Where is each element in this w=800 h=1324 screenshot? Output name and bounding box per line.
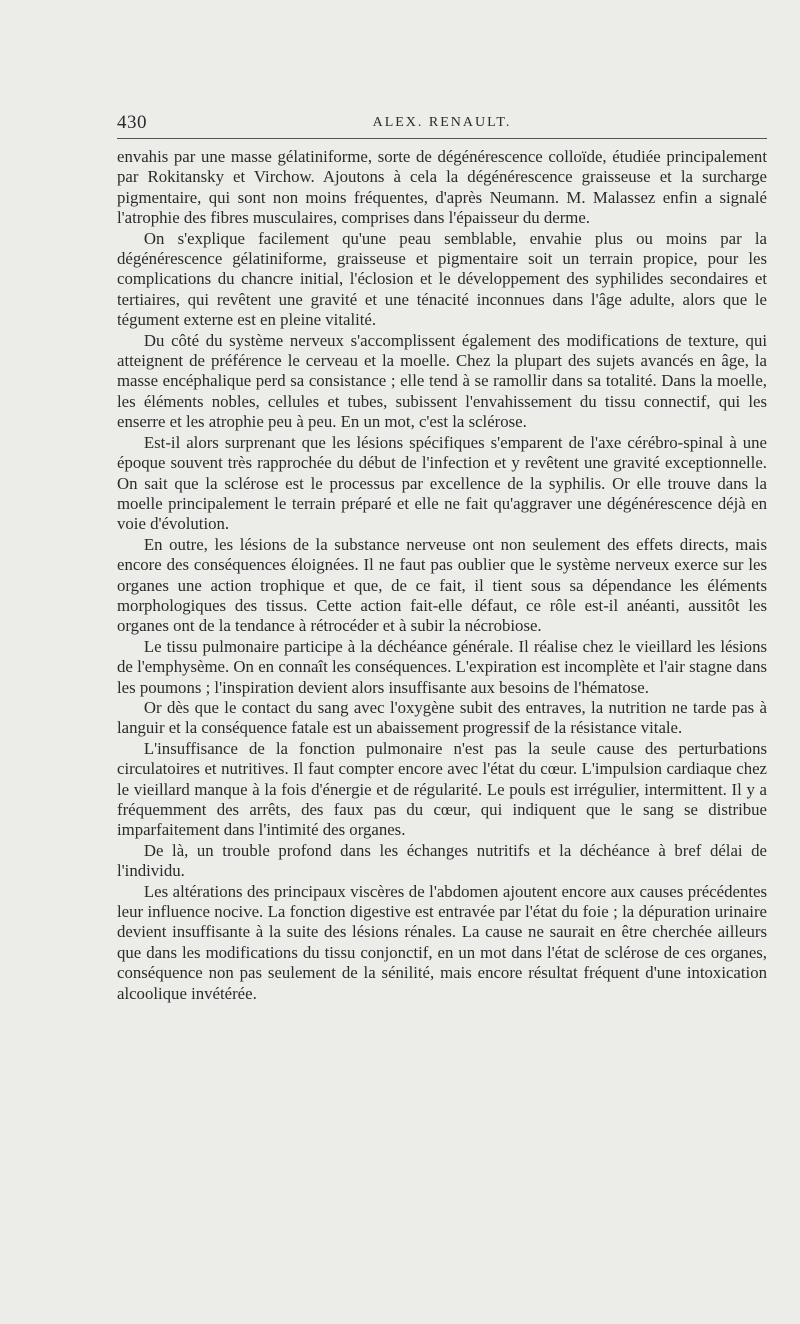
body-text xyxy=(117,147,767,1004)
paragraph-4: Est-il alors surprenant que les lésions spécifiques s'emparent de l'axe cérébro-spinal à une époque souvent très rapprochée du début de l'infection et y revêtent une gravité exceptionnelle. On sait que la sclérose est le processus par excellence de la syphilis. Or elle trouve dans la moelle principalement le terrain préparé et elle ne fait qu'aggraver une dégénérescence déjà en voie d'évolution. xyxy=(117,432,767,534)
paragraph-5: En outre, les lésions de la substance nerveuse ont non seulement des effets directs, mais encore des conséquences éloignées. Il ne faut pas oublier que le système nerveux exerce sur les organes une action trophique et que, de ce fait, il tient sous sa dépendance les éléments morphologiques des tissus. Cette action fait-elle défaut, ce rôle est-il anéanti, aussitôt les organes ont de la tendance à rétrocéder et à subir la nécrobiose. xyxy=(117,534,767,636)
paragraph-8: L'insuffisance de la fonction pulmonaire n'est pas la seule cause des perturbations circulatoires et nutritives. Il faut compter encore avec l'état du cœur. L'impulsion cardiaque chez le vieillard manque à la fois d'énergie et de régularité. Le pouls est irrégulier, intermittent. Il y a fréquemment des arrêts, des faux pas du cœur, qui indiquent que le sang se distribue imparfaitement dans l'intimité des organes. xyxy=(117,738,767,840)
paragraph-9: De là, un trouble profond dans les échanges nutritifs et la déchéance à bref délai de l'individu. xyxy=(117,840,767,881)
page-number: 430 xyxy=(117,112,147,133)
paragraph-2: On s'explique facilement qu'une peau semblable, envahie plus ou moins par la dégénérescence gélatiniforme, graisseuse et pigmentaire soit un terrain propice, pour les complications du chancre initial, l'éclosion et le développement des syphilides secondaires et tertiaires, qui revêtent une gravité et une ténacité inconnues dans l'âge adulte, alors que le tégument externe est en pleine vitalité. xyxy=(117,228,767,330)
header-rule xyxy=(117,138,767,139)
paragraph-1: envahis par une masse gélatiniforme, sorte de dégénérescence colloïde, étudiée principalement par Rokitansky et Virchow. Ajoutons à cela la dégénérescence graisseuse et la surcharge pigmentaire, qui sont non moins fréquentes, d'après Neumann. M. Malassez enfin a signalé l'atrophie des fibres musculaires, comprises dans l'épaisseur du derme. xyxy=(117,147,767,228)
paragraph-7: Or dès que le contact du sang avec l'oxygène subit des entraves, la nutrition ne tarde pas à languir et la conséquence fatale est un abaissement progressif de la résistance vitale. xyxy=(117,697,767,738)
paragraph-6: Le tissu pulmonaire participe à la déchéance générale. Il réalise chez le vieillard les lésions de l'emphysème. On en connaît les conséquences. L'expiration est incomplète et l'air stagne dans les poumons ; l'inspiration devient alors insuffisante aux besoins de l'hématose. xyxy=(117,636,767,697)
paragraph-3: Du côté du système nerveux s'accomplissent également des modifications de texture, qui atteignent de préférence le cerveau et la moelle. Chez la plupart des sujets avancés en âge, la masse encéphalique perd sa consistance ; elle tend à se ramollir dans sa totalité. Dans la moelle, les éléments nobles, cellules et tubes, subissent l'envahissement du tissu connectif, qui les enserre et les atrophie peu à peu. En un mot, c'est la sclérose. xyxy=(117,330,767,432)
running-head: ALEX. RENAULT. xyxy=(372,115,512,130)
paragraph-10: Les altérations des principaux viscères de l'abdomen ajoutent encore aux causes précédentes leur influence nocive. La fonction digestive est entravée par l'état du foie ; la dépuration urinaire devient insuffisante à la suite des lésions rénales. La cause ne saurait en être cherchée ailleurs que dans les modifications du tissu conjonctif, en un mot dans l'état de sclérose de ces organes, conséquence non pas seulement de la sénilité, mais encore résultat fréquent d'une intoxication alcoolique invétérée. xyxy=(117,881,767,1003)
page-header xyxy=(117,112,767,138)
